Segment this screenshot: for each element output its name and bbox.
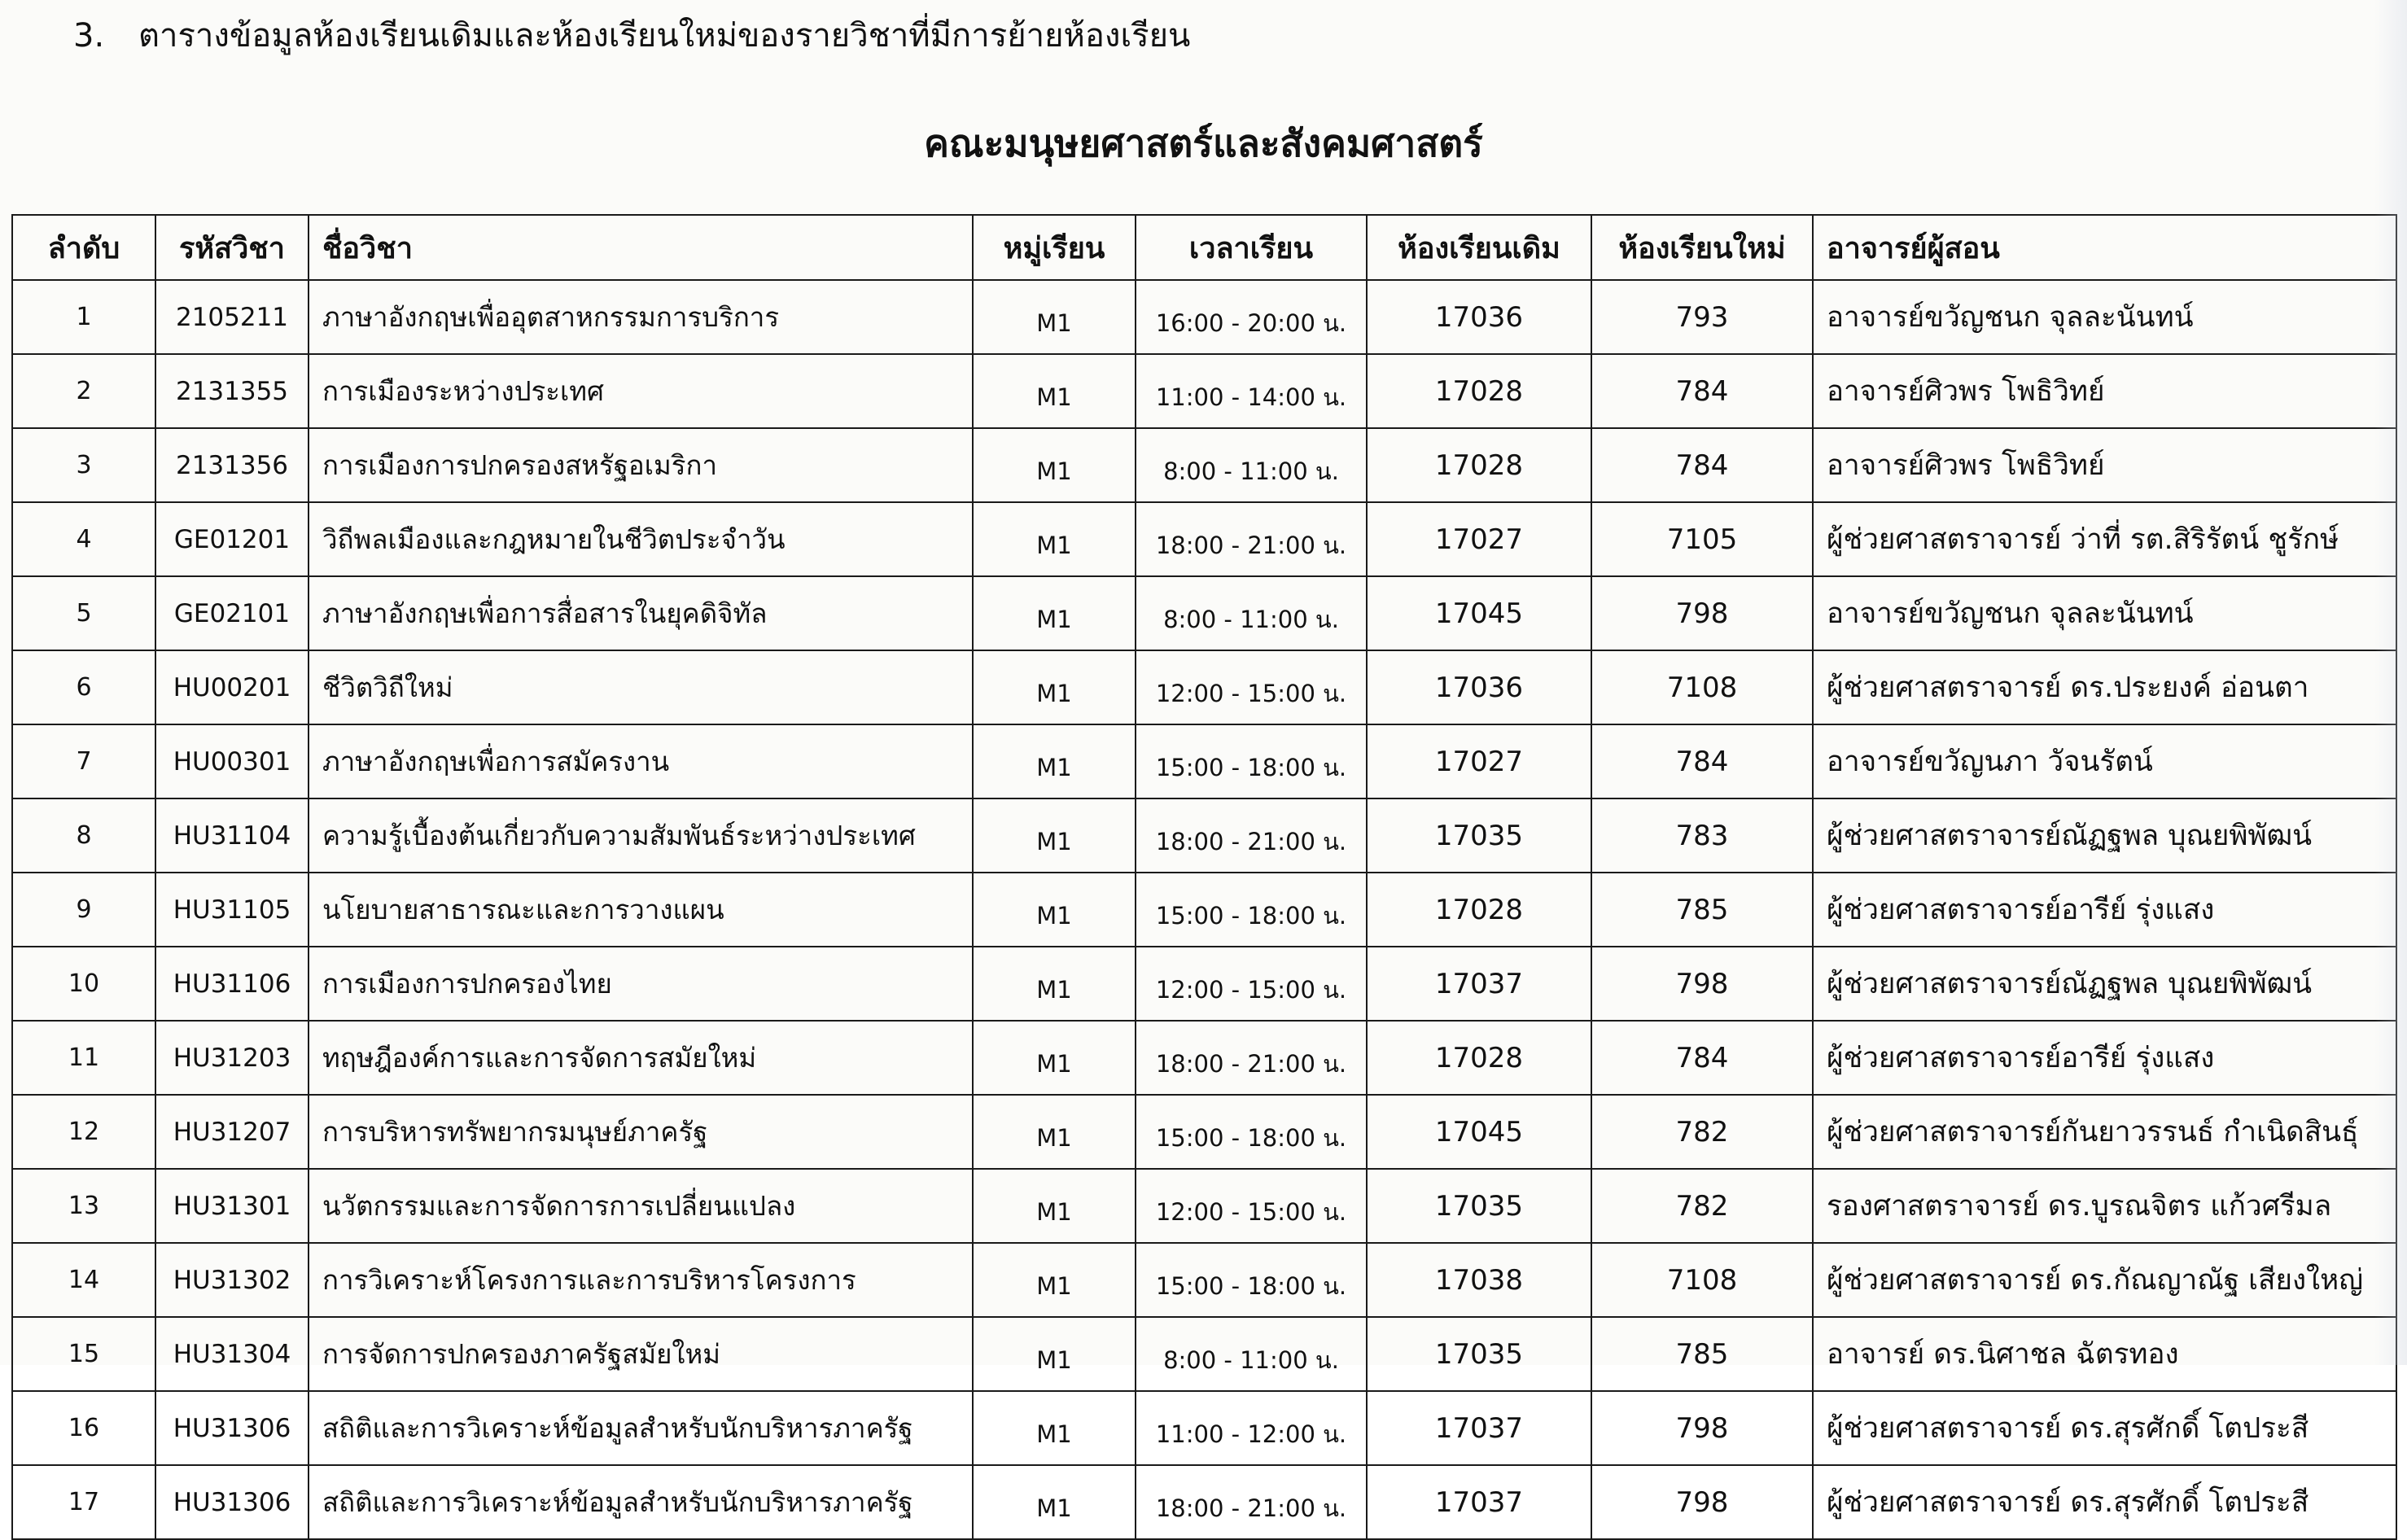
- cell-new-room: 793: [1591, 280, 1813, 354]
- header-old-room: ห้องเรียนเดิม: [1367, 215, 1591, 280]
- cell-instructor: อาจารย์ศิวพร โพธิวิทย์: [1813, 428, 2396, 502]
- cell-course-code: HU31106: [155, 947, 309, 1021]
- cell-instructor: ผู้ช่วยศาสตราจารย์ ดร.กัณญาณัฐ เสียงใหญ่: [1813, 1243, 2396, 1317]
- cell-course-name: สถิติและการวิเคราะห์ข้อมูลสำหรับนักบริหารภาครัฐ: [309, 1391, 973, 1465]
- cell-time: 18:00 - 21:00 น.: [1136, 1465, 1367, 1539]
- cell-new-room: 785: [1591, 873, 1813, 947]
- cell-old-room: 17035: [1367, 1169, 1591, 1243]
- cell-group: M1: [973, 1169, 1136, 1243]
- cell-group: M1: [973, 1243, 1136, 1317]
- table-row: [12, 576, 2396, 650]
- cell-time: 8:00 - 11:00 น.: [1136, 428, 1367, 502]
- cell-course-name: การบริหารทรัพยากรมนุษย์ภาครัฐ: [309, 1095, 973, 1169]
- cell-old-room: 17035: [1367, 1317, 1591, 1391]
- cell-new-room: 782: [1591, 1169, 1813, 1243]
- cell-course-code: HU31104: [155, 798, 309, 873]
- cell-course-name: ภาษาอังกฤษเพื่อการสื่อสารในยุคดิจิทัล: [309, 576, 973, 650]
- room-change-table: [11, 214, 2397, 1540]
- table-row: [12, 1095, 2396, 1169]
- cell-time: 15:00 - 18:00 น.: [1136, 873, 1367, 947]
- cell-course-code: HU31306: [155, 1391, 309, 1465]
- cell-group: M1: [973, 1317, 1136, 1391]
- cell-group: M1: [973, 1095, 1136, 1169]
- cell-order: 14: [12, 1243, 155, 1317]
- cell-time: 18:00 - 21:00 น.: [1136, 502, 1367, 576]
- cell-order: 9: [12, 873, 155, 947]
- cell-old-room: 17037: [1367, 1391, 1591, 1465]
- cell-order: 13: [12, 1169, 155, 1243]
- table-row: [12, 798, 2396, 873]
- table-row: [12, 1169, 2396, 1243]
- cell-order: 11: [12, 1021, 155, 1095]
- cell-order: 8: [12, 798, 155, 873]
- cell-old-room: 17037: [1367, 1465, 1591, 1539]
- cell-course-name: การเมืองระหว่างประเทศ: [309, 354, 973, 428]
- cell-new-room: 784: [1591, 1021, 1813, 1095]
- cell-group: M1: [973, 280, 1136, 354]
- cell-new-room: 7105: [1591, 502, 1813, 576]
- cell-old-room: 17036: [1367, 650, 1591, 724]
- cell-group: M1: [973, 1465, 1136, 1539]
- cell-order: 17: [12, 1465, 155, 1539]
- table-row: [12, 428, 2396, 502]
- cell-old-room: 17028: [1367, 428, 1591, 502]
- cell-course-code: 2105211: [155, 280, 309, 354]
- cell-course-code: HU31306: [155, 1465, 309, 1539]
- cell-new-room: 784: [1591, 724, 1813, 798]
- cell-instructor: ผู้ช่วยศาสตราจารย์ ว่าที่ รต.สิริรัตน์ ชูรักษ์: [1813, 502, 2396, 576]
- cell-new-room: 783: [1591, 798, 1813, 873]
- cell-instructor: อาจารย์ขวัญชนก จุลละนันทน์: [1813, 576, 2396, 650]
- section-heading: [73, 11, 1190, 60]
- cell-course-name: นโยบายสาธารณะและการวางแผน: [309, 873, 973, 947]
- cell-instructor: ผู้ช่วยศาสตราจารย์ณัฏฐพล บุณยพิพัฒน์: [1813, 798, 2396, 873]
- cell-course-code: HU31301: [155, 1169, 309, 1243]
- cell-group: M1: [973, 576, 1136, 650]
- table-row: [12, 1021, 2396, 1095]
- cell-course-code: GE01201: [155, 502, 309, 576]
- cell-old-room: 17045: [1367, 1095, 1591, 1169]
- cell-instructor: ผู้ช่วยศาสตราจารย์อารีย์ รุ่งแสง: [1813, 1021, 2396, 1095]
- cell-instructor: อาจารย์ขวัญนภา วัจนรัตน์: [1813, 724, 2396, 798]
- cell-old-room: 17028: [1367, 1021, 1591, 1095]
- cell-course-name: ชีวิตวิถีใหม่: [309, 650, 973, 724]
- table-header-row: [12, 215, 2396, 280]
- table-row: [12, 1243, 2396, 1317]
- cell-order: 16: [12, 1391, 155, 1465]
- cell-new-room: 785: [1591, 1317, 1813, 1391]
- cell-old-room: 17036: [1367, 280, 1591, 354]
- cell-time: 15:00 - 18:00 น.: [1136, 724, 1367, 798]
- cell-time: 8:00 - 11:00 น.: [1136, 576, 1367, 650]
- cell-time: 15:00 - 18:00 น.: [1136, 1095, 1367, 1169]
- cell-group: M1: [973, 1391, 1136, 1465]
- cell-old-room: 17028: [1367, 354, 1591, 428]
- cell-time: 11:00 - 12:00 น.: [1136, 1391, 1367, 1465]
- cell-old-room: 17027: [1367, 724, 1591, 798]
- cell-old-room: 17028: [1367, 873, 1591, 947]
- cell-group: M1: [973, 724, 1136, 798]
- cell-course-name: การเมืองการปกครองสหรัฐอเมริกา: [309, 428, 973, 502]
- header-code: รหัสวิชา: [155, 215, 309, 280]
- cell-order: 6: [12, 650, 155, 724]
- header-name: ชื่อวิชา: [309, 215, 973, 280]
- section-title: ตารางข้อมูลห้องเรียนเดิมและห้องเรียนใหม่ของรายวิชาที่มีการย้ายห้องเรียน: [138, 17, 1191, 55]
- cell-course-code: GE02101: [155, 576, 309, 650]
- cell-time: 12:00 - 15:00 น.: [1136, 1169, 1367, 1243]
- cell-old-room: 17037: [1367, 947, 1591, 1021]
- cell-course-code: HU31304: [155, 1317, 309, 1391]
- table-row: [12, 650, 2396, 724]
- header-instructor: อาจารย์ผู้สอน: [1813, 215, 2396, 280]
- table-row: [12, 1465, 2396, 1539]
- cell-time: 18:00 - 21:00 น.: [1136, 798, 1367, 873]
- cell-time: 12:00 - 15:00 น.: [1136, 650, 1367, 724]
- cell-old-room: 17027: [1367, 502, 1591, 576]
- table-row: [12, 873, 2396, 947]
- cell-instructor: ผู้ช่วยศาสตราจารย์อารีย์ รุ่งแสง: [1813, 873, 2396, 947]
- cell-instructor: อาจารย์ขวัญชนก จุลละนันทน์: [1813, 280, 2396, 354]
- cell-group: M1: [973, 873, 1136, 947]
- header-new-room: ห้องเรียนใหม่: [1591, 215, 1813, 280]
- cell-new-room: 7108: [1591, 1243, 1813, 1317]
- cell-instructor: รองศาสตราจารย์ ดร.บูรณจิตร แก้วศรีมล: [1813, 1169, 2396, 1243]
- cell-course-code: 2131355: [155, 354, 309, 428]
- faculty-title: คณะมนุษยศาสตร์และสังคมศาสตร์: [924, 121, 1483, 165]
- cell-order: 12: [12, 1095, 155, 1169]
- table-row: [12, 947, 2396, 1021]
- cell-new-room: 798: [1591, 947, 1813, 1021]
- cell-old-room: 17038: [1367, 1243, 1591, 1317]
- cell-course-code: HU31302: [155, 1243, 309, 1317]
- cell-course-name: การวิเคราะห์โครงการและการบริหารโครงการ: [309, 1243, 973, 1317]
- cell-instructor: ผู้ช่วยศาสตราจารย์กันยาวรรนธ์ กำเนิดสินธุ์: [1813, 1095, 2396, 1169]
- cell-course-code: HU31203: [155, 1021, 309, 1095]
- cell-time: 12:00 - 15:00 น.: [1136, 947, 1367, 1021]
- cell-instructor: ผู้ช่วยศาสตราจารย์ ดร.สุรศักดิ์ โตประสี: [1813, 1391, 2396, 1465]
- cell-time: 11:00 - 14:00 น.: [1136, 354, 1367, 428]
- cell-time: 8:00 - 11:00 น.: [1136, 1317, 1367, 1391]
- cell-course-code: HU00301: [155, 724, 309, 798]
- table-row: [12, 724, 2396, 798]
- table-body: [12, 280, 2396, 1539]
- cell-order: 10: [12, 947, 155, 1021]
- cell-old-room: 17035: [1367, 798, 1591, 873]
- page-edge-shadow: [2374, 0, 2407, 1365]
- cell-group: M1: [973, 354, 1136, 428]
- cell-time: 16:00 - 20:00 น.: [1136, 280, 1367, 354]
- cell-course-name: การเมืองการปกครองไทย: [309, 947, 973, 1021]
- cell-new-room: 798: [1591, 1465, 1813, 1539]
- cell-instructor: อาจารย์ศิวพร โพธิวิทย์: [1813, 354, 2396, 428]
- cell-order: 5: [12, 576, 155, 650]
- cell-order: 4: [12, 502, 155, 576]
- cell-new-room: 784: [1591, 354, 1813, 428]
- table-row: [12, 502, 2396, 576]
- cell-new-room: 784: [1591, 428, 1813, 502]
- cell-order: 2: [12, 354, 155, 428]
- cell-order: 15: [12, 1317, 155, 1391]
- cell-old-room: 17045: [1367, 576, 1591, 650]
- table-row: [12, 354, 2396, 428]
- header-time: เวลาเรียน: [1136, 215, 1367, 280]
- cell-instructor: ผู้ช่วยศาสตราจารย์ณัฏฐพล บุณยพิพัฒน์: [1813, 947, 2396, 1021]
- table-row: [12, 1391, 2396, 1465]
- table-row: [12, 1317, 2396, 1391]
- header-order: ลำดับ: [12, 215, 155, 280]
- section-number: 3.: [73, 17, 105, 55]
- cell-course-name: วิถีพลเมืองและกฎหมายในชีวิตประจำวัน: [309, 502, 973, 576]
- cell-group: M1: [973, 798, 1136, 873]
- cell-course-name: ความรู้เบื้องต้นเกี่ยวกับความสัมพันธ์ระหว่างประเทศ: [309, 798, 973, 873]
- cell-group: M1: [973, 502, 1136, 576]
- cell-new-room: 798: [1591, 576, 1813, 650]
- cell-instructor: อาจารย์ ดร.นิศาชล ฉัตรทอง: [1813, 1317, 2396, 1391]
- cell-time: 18:00 - 21:00 น.: [1136, 1021, 1367, 1095]
- cell-time: 15:00 - 18:00 น.: [1136, 1243, 1367, 1317]
- cell-new-room: 7108: [1591, 650, 1813, 724]
- cell-course-name: ภาษาอังกฤษเพื่อการสมัครงาน: [309, 724, 973, 798]
- cell-group: M1: [973, 947, 1136, 1021]
- cell-group: M1: [973, 650, 1136, 724]
- cell-instructor: ผู้ช่วยศาสตราจารย์ ดร.สุรศักดิ์ โตประสี: [1813, 1465, 2396, 1539]
- cell-instructor: ผู้ช่วยศาสตราจารย์ ดร.ประยงค์ อ่อนตา: [1813, 650, 2396, 724]
- cell-course-code: HU31207: [155, 1095, 309, 1169]
- table-row: [12, 280, 2396, 354]
- header-group: หมู่เรียน: [973, 215, 1136, 280]
- cell-course-name: สถิติและการวิเคราะห์ข้อมูลสำหรับนักบริหารภาครัฐ: [309, 1465, 973, 1539]
- cell-course-name: การจัดการปกครองภาครัฐสมัยใหม่: [309, 1317, 973, 1391]
- cell-course-code: HU00201: [155, 650, 309, 724]
- cell-new-room: 798: [1591, 1391, 1813, 1465]
- cell-group: M1: [973, 428, 1136, 502]
- cell-order: 7: [12, 724, 155, 798]
- cell-new-room: 782: [1591, 1095, 1813, 1169]
- cell-course-code: HU31105: [155, 873, 309, 947]
- cell-course-name: นวัตกรรมและการจัดการการเปลี่ยนแปลง: [309, 1169, 973, 1243]
- cell-course-name: ภาษาอังกฤษเพื่ออุตสาหกรรมการบริการ: [309, 280, 973, 354]
- cell-course-code: 2131356: [155, 428, 309, 502]
- cell-order: 3: [12, 428, 155, 502]
- cell-group: M1: [973, 1021, 1136, 1095]
- cell-course-name: ทฤษฎีองค์การและการจัดการสมัยใหม่: [309, 1021, 973, 1095]
- cell-order: 1: [12, 280, 155, 354]
